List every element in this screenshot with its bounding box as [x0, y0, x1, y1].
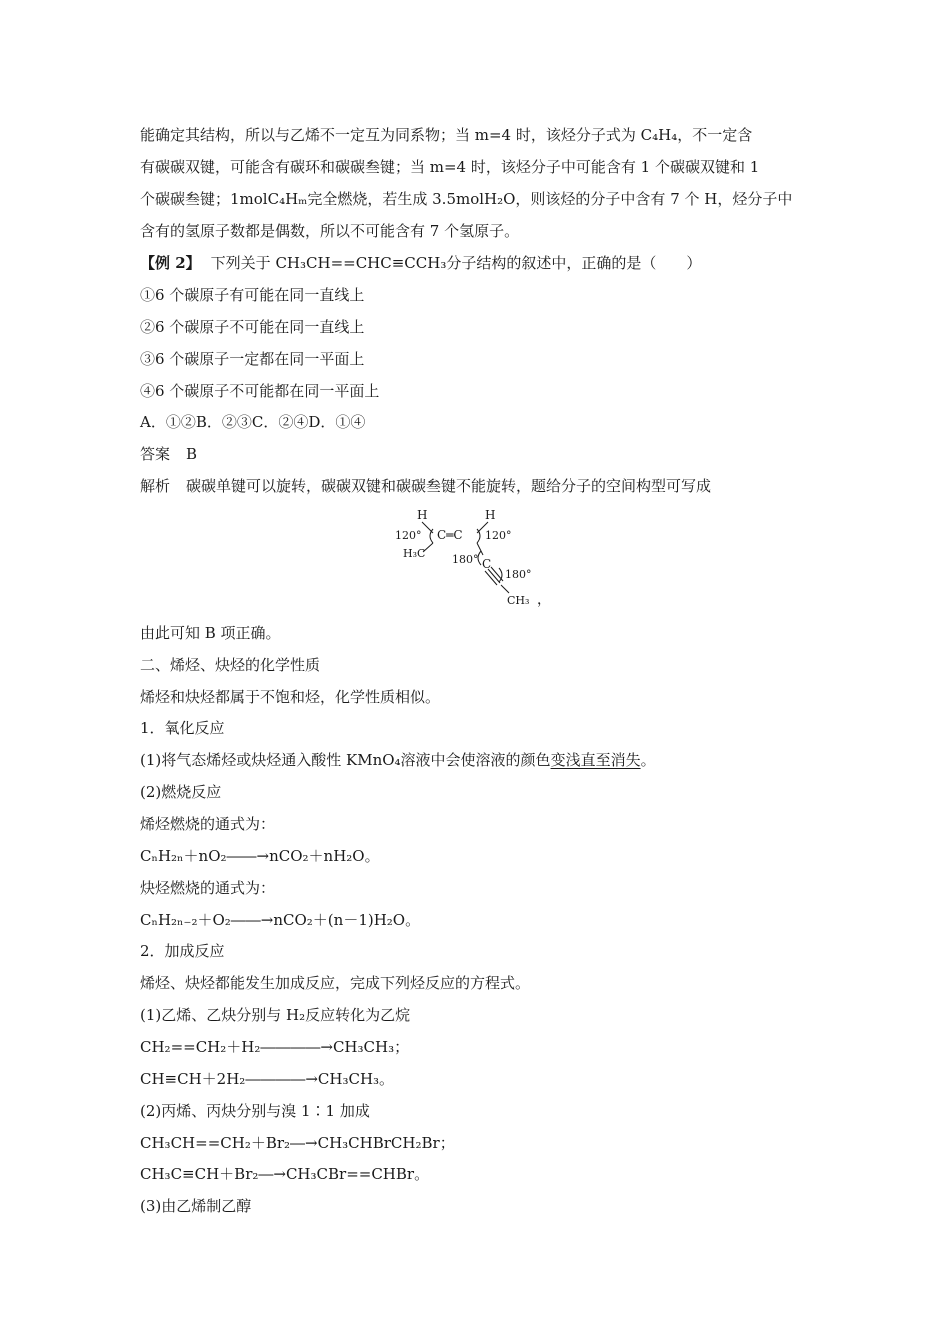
addition-title: 2．加成反应 — [140, 942, 225, 960]
example-question-text: 下列关于 CH₃CH==CHC≡CCH₃分子结构的叙述中，正确的是（ ） — [210, 254, 702, 272]
oxidation-answer-underlined: 变浅直至消失 — [550, 751, 641, 769]
intro-line-3: 个碳碳叁键；1molC₄Hₘ完全燃烧，若生成 3.5molH₂O，则该烃的分子中含有 7 个 H，烃分子中 — [140, 190, 793, 208]
option-4: ④6 个碳原子不可能都在同一平面上 — [140, 382, 380, 400]
option-3: ③6 个碳原子一定都在同一平面上 — [140, 350, 365, 368]
addition-equation-3: CH₃CH==CH₂＋Br₂―→CH₃CHBrCH₂Br； — [140, 1134, 455, 1152]
addition-item-1: (1)乙烯、乙炔分别与 H₂反应转化为乙烷 — [140, 1006, 411, 1024]
conclusion: 由此可知 B 项正确。 — [140, 624, 281, 642]
double-bond-label: C═C — [437, 528, 463, 542]
analysis-text: 碳碳单键可以旋转，碳碳双键和碳碳叁键不能旋转，题给分子的空间构型可写成 — [186, 477, 712, 495]
addition-intro: 烯烃、炔烃都能发生加成反应，完成下列烃反应的方程式。 — [140, 974, 531, 992]
ch3-label: CH₃ — [507, 594, 530, 607]
addition-equation-4: CH₃C≡CH＋Br₂―→CH₃CBr==CHBr。 — [140, 1165, 430, 1183]
oxidation-title: 1．氧化反应 — [140, 719, 225, 737]
h-right-label: H — [485, 508, 496, 522]
c-label: C — [482, 557, 492, 571]
h3c-label: H₃C — [403, 547, 426, 560]
addition-equation-2: CH≡CH＋2H₂――――→CH₃CH₃。 — [140, 1070, 395, 1088]
section-2-title: 二、烯烃、炔烃的化学性质 — [140, 656, 321, 674]
answer — [140, 444, 197, 464]
angle-label-4: 180° — [505, 568, 532, 581]
angle-label-2: 120° — [485, 529, 512, 542]
alkyne-combustion-label: 炔烃燃烧的通式为： — [140, 879, 276, 897]
analysis-label: 解析 — [140, 477, 171, 495]
bond-ch3 — [501, 585, 509, 593]
option-1: ①6 个碳原子有可能在同一直线上 — [140, 286, 365, 304]
example-tag: 【例 2】 — [140, 254, 201, 272]
h-left-label: H — [417, 508, 428, 522]
intro-line-1: 能确定其结构，所以与乙烯不一定互为同系物；当 m=4 时，该烃分子式为 C₄H₄，不一定含 — [140, 126, 753, 144]
option-2: ②6 个碳原子不可能在同一直线上 — [140, 318, 365, 336]
alkene-combustion-equation: CₙH₂ₙ＋nO₂――→nCO₂＋nH₂O。 — [140, 847, 380, 865]
intro-line-4: 含有的氢原子数都是偶数，所以不可能含有 7 个氢原子。 — [140, 222, 520, 240]
oxidation-item-2: (2)燃烧反应 — [140, 783, 222, 801]
example-question — [140, 253, 701, 273]
answer-label: 答案 — [140, 445, 171, 463]
section-2-intro: 烯烃和炔烃都属于不饱和烃，化学性质相似。 — [140, 688, 441, 706]
alkene-combustion-label: 烯烃燃烧的通式为： — [140, 815, 276, 833]
intro-line-2: 有碳碳双键，可能含有碳环和碳碳叁键；当 m=4 时，该烃分子中可能含有 1 个碳碳双键和 1 — [140, 158, 760, 176]
angle-label-1: 120° — [395, 529, 422, 542]
addition-item-3: (3)由乙烯制乙醇 — [140, 1197, 252, 1215]
oxidation-item-1-text: (1)将气态烯烃或炔烃通入酸性 KMnO₄溶液中会使溶液的颜色 — [140, 751, 551, 769]
choices: A．①②B．②③C．②④D．①④ — [140, 413, 366, 431]
addition-item-2: (2)丙烯、丙炔分别与溴 1∶1 加成 — [140, 1102, 370, 1120]
oxidation-item-1-end: 。 — [640, 751, 656, 769]
oxidation-item-1 — [140, 750, 656, 770]
angle-label-3: 180° — [452, 553, 479, 566]
alkyne-combustion-equation: CₙH₂ₙ₋₂＋O₂――→nCO₂＋(n－1)H₂O。 — [140, 911, 421, 929]
molecule-structure-diagram — [395, 505, 555, 610]
addition-equation-1: CH₂==CH₂＋H₂――――→CH₃CH₃； — [140, 1038, 410, 1056]
trailing-comma: ， — [537, 592, 551, 608]
analysis — [140, 476, 711, 496]
answer-value: B — [186, 445, 198, 463]
